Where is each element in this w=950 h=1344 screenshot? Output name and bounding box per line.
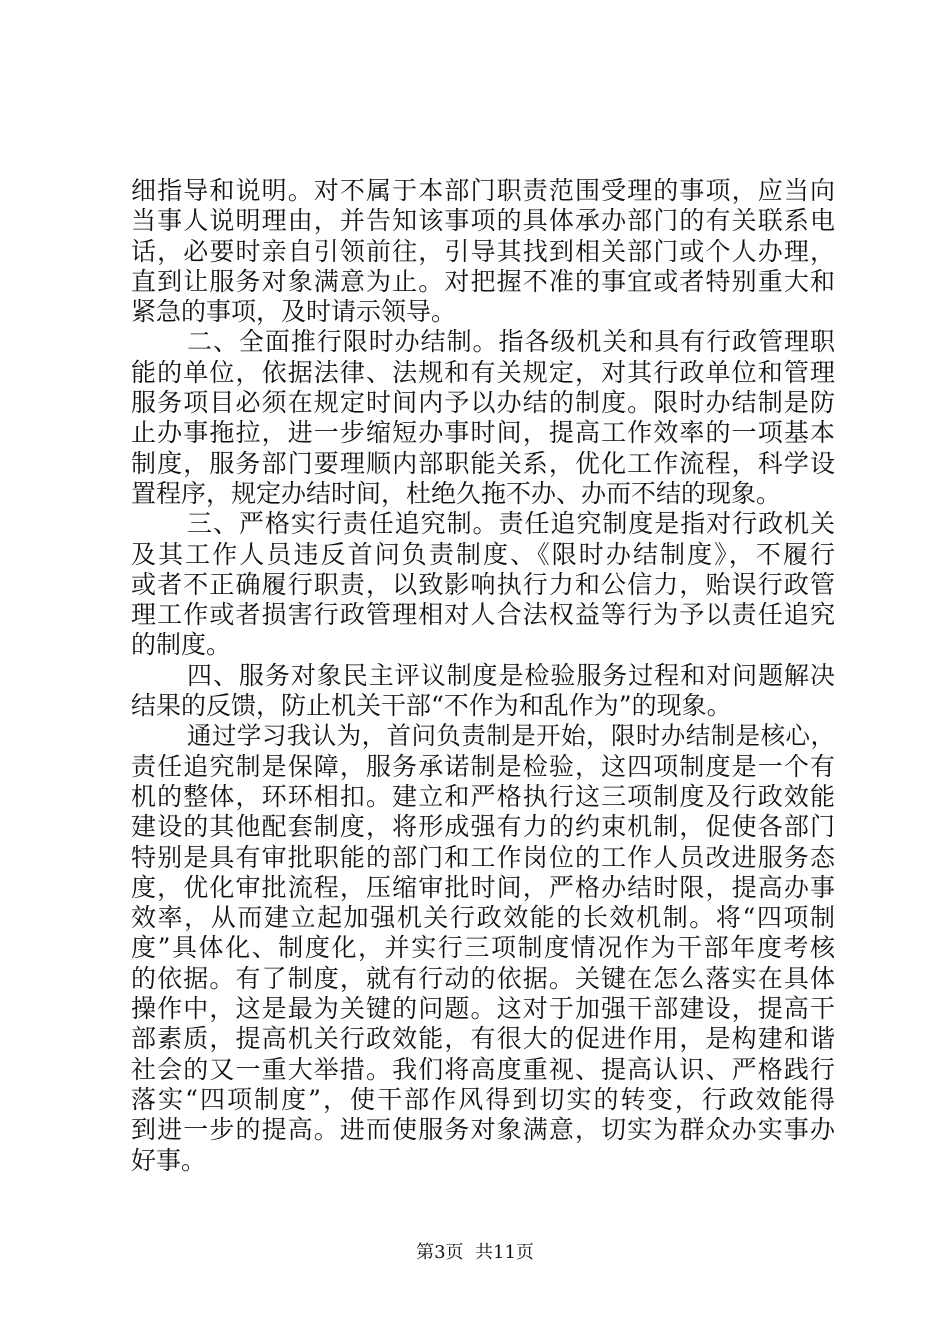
text-line: 止办事拖拉，进一步缩短办事时间，提高工作效率的一项基本 <box>131 418 835 448</box>
text-line: 好事。 <box>131 1145 207 1175</box>
text-line: 机的整体，环环相扣。建立和严格执行这三项制度及行政效能 <box>131 781 835 811</box>
text-line: 细指导和说明。对不属于本部门职责范围受理的事项，应当向 <box>131 176 835 205</box>
text-line: 特别是具有审批职能的部门和工作岗位的工作人员改进服务态 <box>131 842 835 872</box>
text-line: 四、服务对象民主评议制度是检验服务过程和对问题解决 <box>187 660 835 690</box>
text-line: 操作中，这是最为关键的问题。这对于加强干部建设，提高干 <box>131 994 835 1024</box>
text-line: 制度，服务部门要理顺内部职能关系，优化工作流程，科学设 <box>131 448 835 478</box>
text-line: 到进一步的提高。进而使服务对象满意，切实为群众办实事办 <box>131 1115 835 1145</box>
text-line: 服务项目必须在规定时间内予以办结的制度。限时办结制是防 <box>131 388 835 418</box>
text-line: 当事人说明理由，并告知该事项的具体承办部门的有关联系电 <box>131 206 835 236</box>
text-line: 话，必要时亲自引领前往，引导其找到相关部门或个人办理， <box>131 236 835 266</box>
page-number-label: 第3页 共11页 <box>416 1242 534 1263</box>
text-line: 度，优化审批流程，压缩审批时间，严格办结时限，提高办事 <box>131 872 835 902</box>
text-line: 三、严格实行责任追究制。责任追究制度是指对行政机关 <box>187 509 835 539</box>
text-line: 或者不正确履行职责，以致影响执行力和公信力，贻误行政管 <box>131 569 835 599</box>
text-line: 建设的其他配套制度，将形成强有力的约束机制，促使各部门 <box>131 812 835 842</box>
text-line: 效率，从而建立起加强机关行政效能的长效机制。将“四项制 <box>131 903 835 933</box>
text-line: 理工作或者损害行政管理相对人合法权益等行为予以责任追究 <box>131 600 835 630</box>
text-line: 结果的反馈，防止机关干部“不作为和乱作为”的现象。 <box>131 691 732 721</box>
text-line: 落实“四项制度”，使干部作风得到切实的转变，行政效能得 <box>131 1084 835 1114</box>
text-line: 二、全面推行限时办结制。指各级机关和具有行政管理职 <box>187 327 835 357</box>
text-line: 社会的又一重大举措。我们将高度重视、提高认识、严格践行 <box>131 1054 835 1084</box>
text-line: 紧急的事项，及时请示领导。 <box>131 297 457 327</box>
page-footer <box>0 1242 950 1264</box>
text-line: 的依据。有了制度，就有行动的依据。关键在怎么落实在具体 <box>131 963 835 993</box>
text-line: 置程序，规定办结时间，杜绝久拖不办、办而不结的现象。 <box>131 478 782 508</box>
body-text <box>131 176 835 1176</box>
text-line: 通过学习我认为，首问负责制是开始，限时办结制是核心， <box>187 721 835 751</box>
text-line: 直到让服务对象满意为止。对把握不准的事宜或者特别重大和 <box>131 266 835 296</box>
text-line: 能的单位，依据法律、法规和有关规定，对其行政单位和管理 <box>131 357 835 387</box>
text-line: 部素质，提高机关行政效能，有很大的促进作用，是构建和谐 <box>131 1024 835 1054</box>
text-line: 及其工作人员违反首问负责制度、《限时办结制度》，不履行 <box>131 539 835 569</box>
text-line: 度”具体化、制度化，并实行三项制度情况作为干部年度考核 <box>131 933 835 963</box>
text-line: 的制度。 <box>131 630 232 660</box>
text-line: 责任追究制是保障，服务承诺制是检验，这四项制度是一个有 <box>131 751 835 781</box>
